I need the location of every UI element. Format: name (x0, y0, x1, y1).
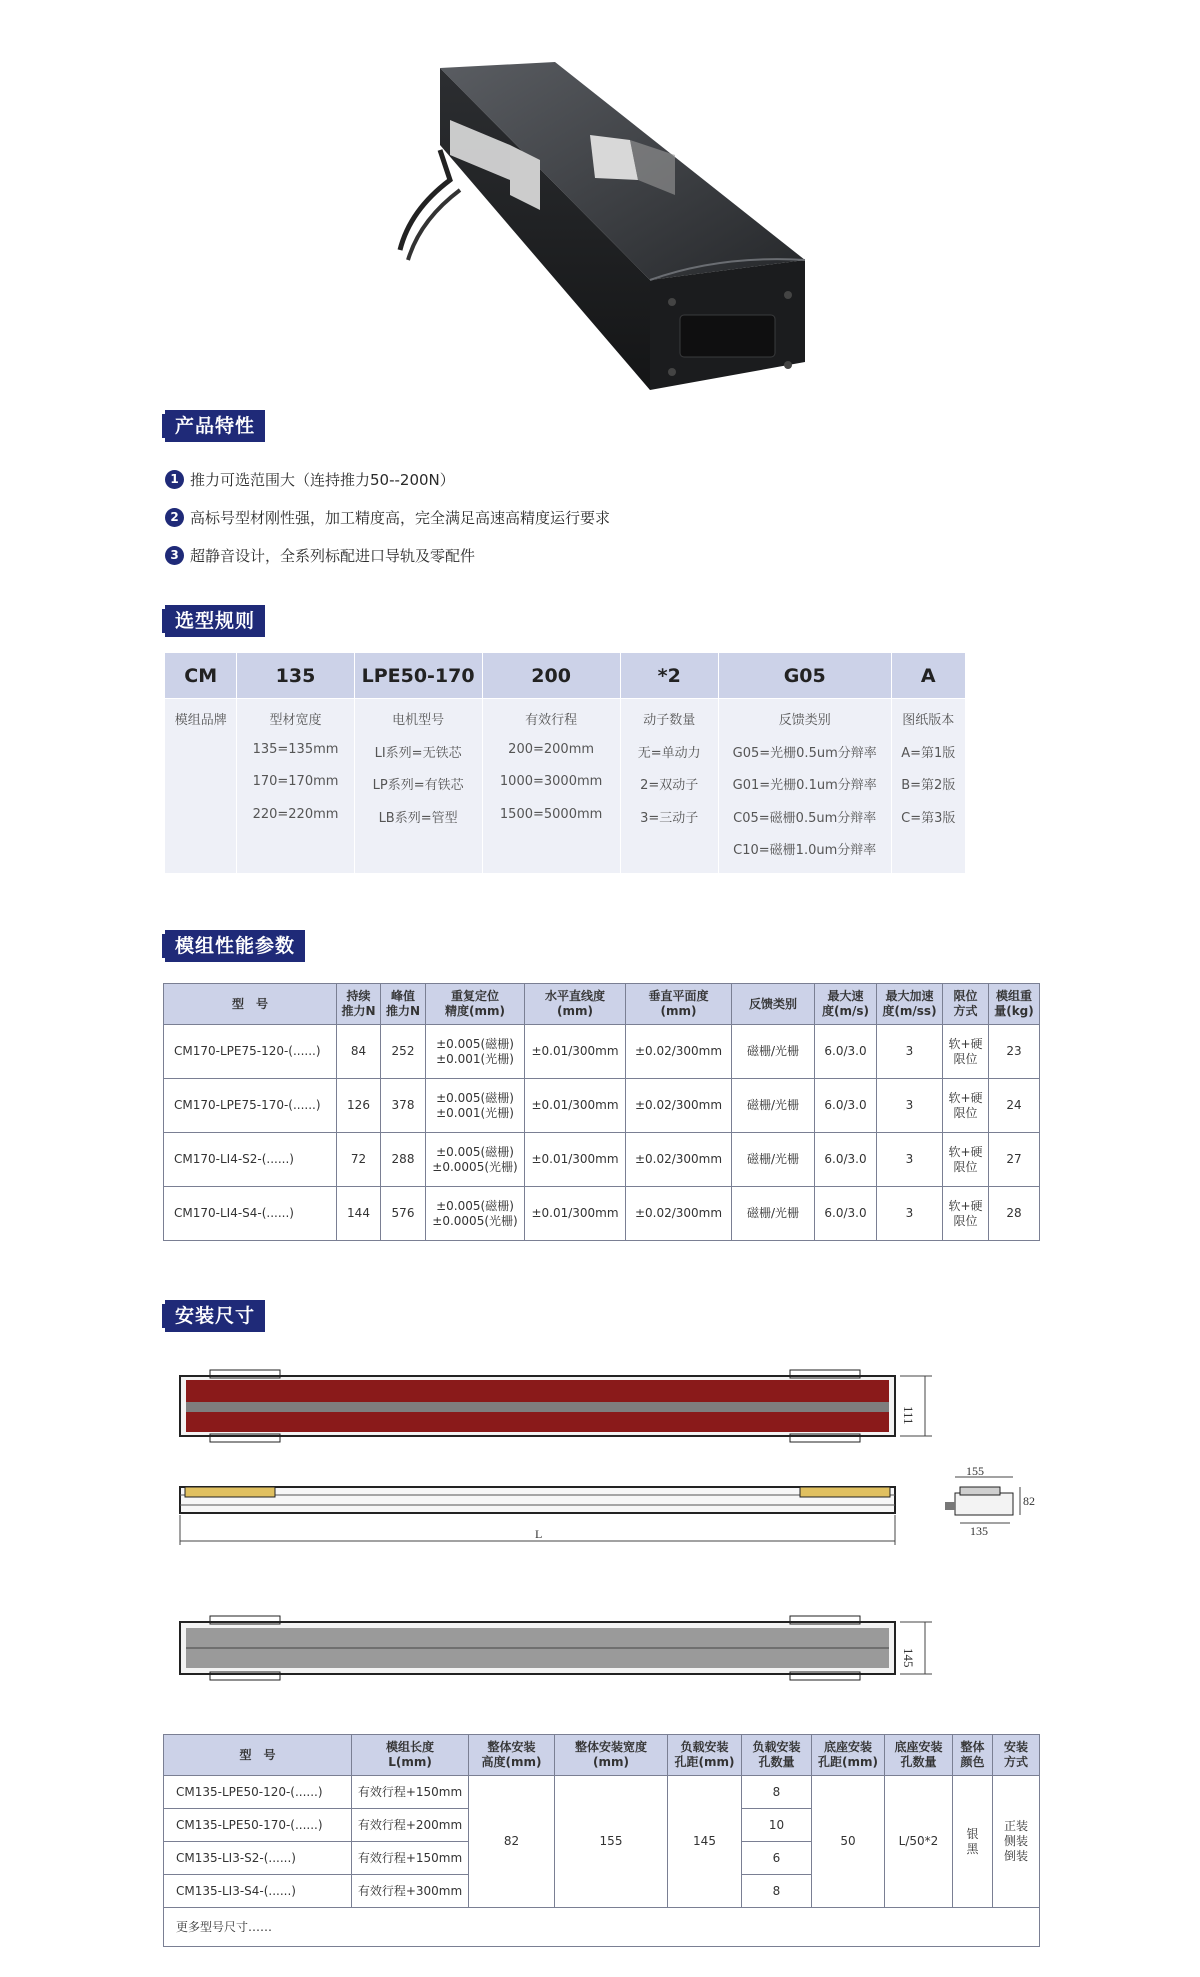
selection-line: 200=200mm (508, 741, 595, 757)
cell-load-pitch: 145 (668, 1776, 742, 1908)
header-feedback: 反馈类别 (732, 984, 815, 1025)
selection-line: 无=单动力 (637, 745, 701, 761)
cell-horizontal: ±0.01/300mm (525, 1133, 626, 1187)
top-view-drawing (170, 1360, 1050, 1450)
selection-line: 220=220mm (252, 806, 339, 822)
cell-load-qty: 6 (742, 1842, 812, 1875)
selection-line: C10=磁栅1.0um分辩率 (733, 843, 877, 858)
end-height-dim: 82 (1023, 1494, 1035, 1508)
selection-line: B=第2版 (901, 778, 956, 793)
selection-line: 170=170mm (252, 774, 339, 789)
selection-column-movers (621, 653, 719, 873)
cell-horizontal: ±0.01/300mm (525, 1079, 626, 1133)
selection-line: A=第1版 (901, 745, 956, 761)
cell-feedback: 磁栅/光栅 (732, 1025, 815, 1079)
feature-number-badge: 3 (165, 546, 184, 565)
selection-line: 图纸版本 (902, 713, 955, 728)
header-vertical-flatness: 垂直平面度 (mm) (626, 984, 732, 1025)
table-row (164, 1187, 1040, 1241)
selection-code: CM (165, 653, 236, 699)
header-repeatability: 重复定位 精度(mm) (426, 984, 525, 1025)
selection-column-feedback (719, 653, 892, 873)
header-model: 型 号 (164, 984, 337, 1025)
features-section-title: 产品特性 (165, 410, 265, 442)
header-limit: 限位 方式 (943, 984, 989, 1025)
dimension-table (163, 1734, 1040, 1947)
selection-line: 型材宽度 (269, 713, 322, 728)
header-horizontal-straightness: 水平直线度 (mm) (525, 984, 626, 1025)
dimension-header-row (164, 1735, 1040, 1776)
header-color: 整体 颜色 (953, 1735, 993, 1776)
selection-section-title: 选型规则 (165, 605, 265, 637)
cell-model: CM170-LI4-S4-(......) (164, 1187, 337, 1241)
selection-rule-table (165, 653, 965, 873)
cell-repeatability: ±0.005(磁栅) ±0.0005(光栅) (426, 1133, 525, 1187)
cell-continuous-thrust: 126 (337, 1079, 381, 1133)
cell-model: CM135-LI3-S4-(......) (164, 1875, 352, 1908)
feature-item (165, 498, 965, 536)
cell-mount: 正装 侧装 倒装 (993, 1776, 1040, 1908)
cell-peak-thrust: 576 (381, 1187, 426, 1241)
cell-weight: 27 (989, 1133, 1040, 1187)
performance-table (163, 983, 1040, 1241)
cell-accel: 3 (877, 1079, 943, 1133)
table-row-more (164, 1908, 1040, 1947)
cell-vertical: ±0.02/300mm (626, 1133, 732, 1187)
cell-length: 有效行程+300mm (352, 1875, 469, 1908)
cell-model: CM170-LI4-S2-(......) (164, 1133, 337, 1187)
feature-item (165, 536, 965, 574)
cell-color: 银 黑 (953, 1776, 993, 1908)
cell-repeatability: ±0.005(磁栅) ±0.001(光栅) (426, 1079, 525, 1133)
header-max-accel: 最大加速 度(m/ss) (877, 984, 943, 1025)
feature-number-badge: 2 (165, 508, 184, 527)
selection-line: C=第3版 (901, 810, 956, 826)
more-models-note: 更多型号尺寸…… (164, 1908, 1040, 1947)
cell-speed: 6.0/3.0 (815, 1133, 877, 1187)
cell-model: CM135-LI3-S2-(......) (164, 1842, 352, 1875)
feature-number-badge: 1 (165, 470, 184, 489)
feature-list (165, 460, 965, 574)
bottom-width-dim: 145 (901, 1648, 916, 1668)
selection-code: LPE50-170 (355, 653, 482, 699)
cell-speed: 6.0/3.0 (815, 1025, 877, 1079)
end-base-dim: 135 (970, 1524, 988, 1538)
selection-line: 模组品牌 (174, 713, 227, 728)
selection-line: 1000=3000mm (499, 774, 603, 789)
selection-line: LI系列=无铁芯 (374, 745, 462, 761)
cell-feedback: 磁栅/光栅 (732, 1079, 815, 1133)
selection-line: 有效行程 (525, 713, 578, 728)
bottom-view-drawing (170, 1610, 1050, 1690)
header-length: 模组长度 L(mm) (352, 1735, 469, 1776)
cell-load-qty: 8 (742, 1875, 812, 1908)
install-section-title: 安装尺寸 (165, 1300, 265, 1332)
selection-line: 动子数量 (643, 713, 696, 728)
selection-line: 2=双动子 (640, 778, 699, 793)
cell-speed: 6.0/3.0 (815, 1079, 877, 1133)
header-mount: 安装 方式 (993, 1735, 1040, 1776)
cell-repeatability: ±0.005(磁栅) ±0.0005(光栅) (426, 1187, 525, 1241)
header-continuous-thrust: 持续 推力N (337, 984, 381, 1025)
selection-code: 200 (483, 653, 620, 699)
cell-base-qty: L/50*2 (885, 1776, 953, 1908)
cell-accel: 3 (877, 1133, 943, 1187)
header-load-pitch: 负载安装 孔距(mm) (668, 1735, 742, 1776)
selection-line: G01=光栅0.1um分辩率 (732, 778, 877, 793)
cell-peak-thrust: 252 (381, 1025, 426, 1079)
cell-vertical: ±0.02/300mm (626, 1025, 732, 1079)
selection-code: 135 (237, 653, 353, 699)
cell-weight: 24 (989, 1079, 1040, 1133)
table-row (164, 1133, 1040, 1187)
table-row (164, 1025, 1040, 1079)
cell-load-qty: 10 (742, 1809, 812, 1842)
selection-column-brand (165, 653, 237, 873)
selection-line: 电机型号 (392, 713, 445, 728)
selection-line: 反馈类别 (778, 713, 831, 728)
cell-continuous-thrust: 144 (337, 1187, 381, 1241)
cell-continuous-thrust: 84 (337, 1025, 381, 1079)
cell-limit: 软+硬 限位 (943, 1079, 989, 1133)
performance-header-row (164, 984, 1040, 1025)
performance-section-title: 模组性能参数 (165, 930, 305, 962)
selection-line: 135=135mm (252, 741, 339, 757)
selection-line: 3=三动子 (640, 810, 699, 826)
cell-model: CM135-LPE50-170-(......) (164, 1809, 352, 1842)
cell-model: CM170-LPE75-170-(......) (164, 1079, 337, 1133)
product-photo (390, 50, 820, 400)
side-view-drawing (170, 1465, 1050, 1565)
cell-model: CM135-LPE50-120-(......) (164, 1776, 352, 1809)
cell-model: CM170-LPE75-120-(......) (164, 1025, 337, 1079)
selection-line: LB系列=管型 (378, 810, 458, 826)
cell-speed: 6.0/3.0 (815, 1187, 877, 1241)
cell-horizontal: ±0.01/300mm (525, 1025, 626, 1079)
selection-column-stroke (483, 653, 621, 873)
cell-length: 有效行程+200mm (352, 1809, 469, 1842)
selection-code: A (892, 653, 965, 699)
selection-column-version (892, 653, 965, 873)
feature-text: 高标号型材刚性强，加工精度高，完全满足高速高精度运行要求 (190, 508, 611, 527)
feature-item (165, 460, 965, 498)
end-width-dim: 155 (966, 1465, 984, 1478)
header-install-height: 整体安装 高度(mm) (469, 1735, 555, 1776)
header-base-qty: 底座安装 孔数量 (885, 1735, 953, 1776)
selection-column-width (237, 653, 354, 873)
cell-install-width: 155 (555, 1776, 668, 1908)
header-base-pitch: 底座安装 孔距(mm) (812, 1735, 885, 1776)
cell-accel: 3 (877, 1187, 943, 1241)
feature-text: 超静音设计，全系列标配进口导轨及零配件 (190, 546, 476, 565)
top-height-dim: 111 (901, 1406, 916, 1425)
cell-repeatability: ±0.005(磁栅) ±0.001(光栅) (426, 1025, 525, 1079)
cell-length: 有效行程+150mm (352, 1776, 469, 1809)
cell-feedback: 磁栅/光栅 (732, 1133, 815, 1187)
header-load-qty: 负载安装 孔数量 (742, 1735, 812, 1776)
cell-limit: 软+硬 限位 (943, 1025, 989, 1079)
cell-base-pitch: 50 (812, 1776, 885, 1908)
table-row (164, 1079, 1040, 1133)
table-row (164, 1776, 1040, 1809)
selection-code: *2 (621, 653, 718, 699)
cell-weight: 28 (989, 1187, 1040, 1241)
selection-code: G05 (719, 653, 891, 699)
selection-line: G05=光栅0.5um分辩率 (732, 745, 877, 761)
cell-accel: 3 (877, 1025, 943, 1079)
cell-continuous-thrust: 72 (337, 1133, 381, 1187)
header-model: 型 号 (164, 1735, 352, 1776)
cell-feedback: 磁栅/光栅 (732, 1187, 815, 1241)
header-peak-thrust: 峰值 推力N (381, 984, 426, 1025)
selection-line: LP系列=有铁芯 (372, 778, 464, 793)
cell-install-height: 82 (469, 1776, 555, 1908)
selection-column-motor (355, 653, 483, 873)
cell-vertical: ±0.02/300mm (626, 1187, 732, 1241)
header-weight: 模组重 量(kg) (989, 984, 1040, 1025)
cell-peak-thrust: 378 (381, 1079, 426, 1133)
cell-horizontal: ±0.01/300mm (525, 1187, 626, 1241)
length-label: L (535, 1527, 543, 1541)
feature-text: 推力可选范围大（连持推力50--200N） (190, 470, 455, 489)
cell-limit: 软+硬 限位 (943, 1133, 989, 1187)
cell-peak-thrust: 288 (381, 1133, 426, 1187)
header-max-speed: 最大速 度(m/s) (815, 984, 877, 1025)
cell-weight: 23 (989, 1025, 1040, 1079)
header-install-width: 整体安装宽度 (mm) (555, 1735, 668, 1776)
cell-vertical: ±0.02/300mm (626, 1079, 732, 1133)
cell-limit: 软+硬 限位 (943, 1187, 989, 1241)
cell-length: 有效行程+150mm (352, 1842, 469, 1875)
cell-load-qty: 8 (742, 1776, 812, 1809)
selection-line: C05=磁栅0.5um分辩率 (733, 810, 877, 826)
selection-line: 1500=5000mm (499, 806, 603, 822)
